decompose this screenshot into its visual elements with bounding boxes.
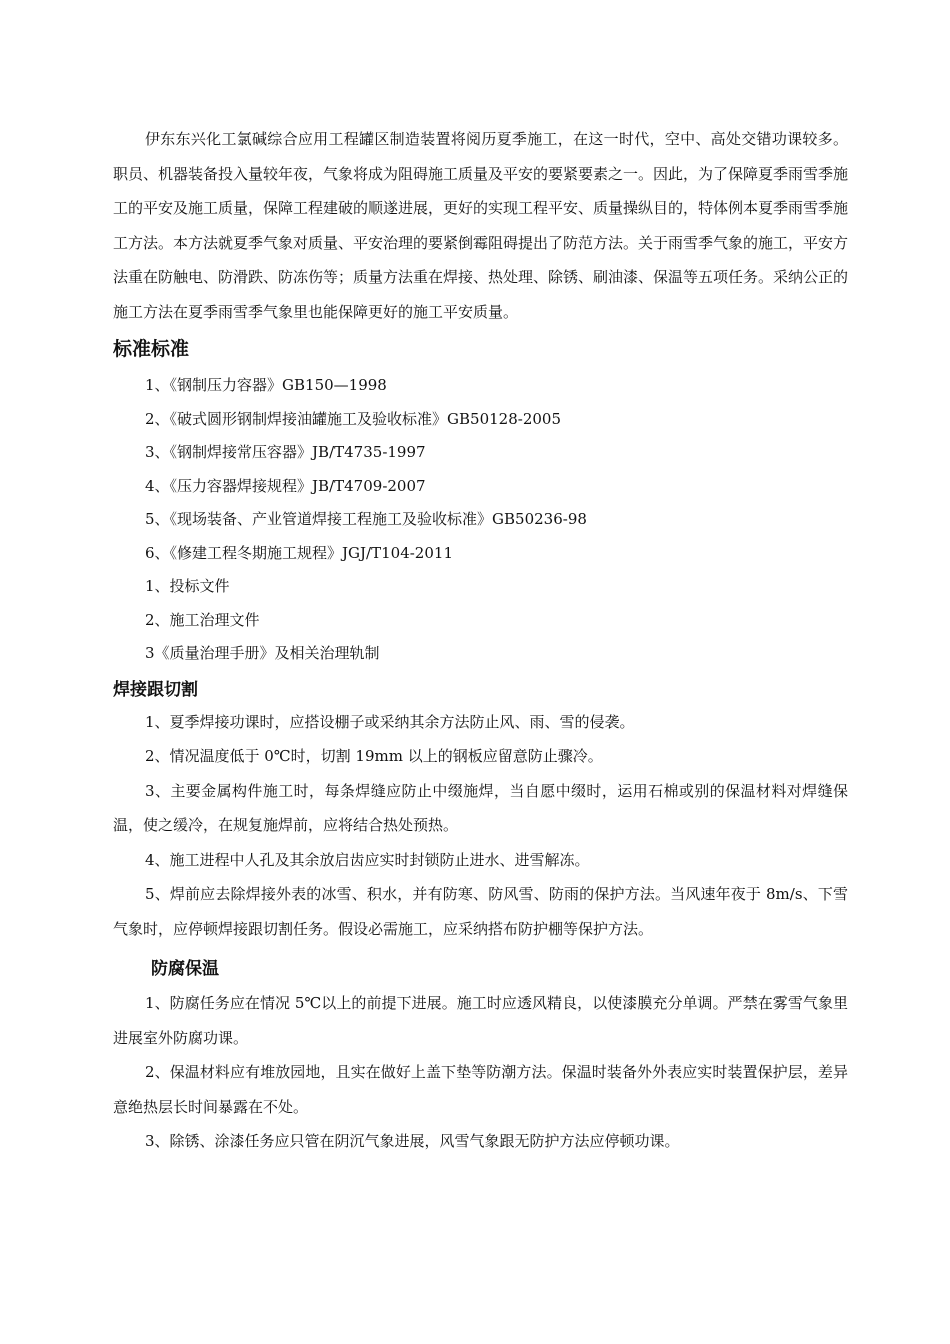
standard-item: 6、《修建工程冬期施工规程》JGJ/T104-2011: [145, 543, 453, 562]
reference-item: 3《质量治理手册》及相关治理轨制: [145, 644, 380, 662]
welding-paragraph: 5、焊前应去除焊接外表的冰雪、积水，并有防寒、防风雪、防雨的保护方法。当风速年夜于 8m/s、下雪气象时，应停顿焊接跟切割任务。假设必需施工，应采纳搭布防护棚等保护方法。: [113, 885, 848, 938]
document-body: [113, 122, 848, 1159]
welding-paragraph: 2、情况温度低于 0℃时，切割 19mm 以上的钢板应留意防止骤冷。: [145, 747, 603, 765]
reference-item: 1、投标文件: [145, 577, 230, 595]
standard-item: 3、《钢制焊接常压容器》JB/T4735-1997: [145, 443, 426, 461]
standards-heading: 标准标准: [113, 338, 190, 360]
welding-paragraph: 4、施工进程中人孔及其余放启齿应实时封锁防止进水、进雪解冻。: [145, 850, 590, 869]
standard-item: 4、《压力容器焊接规程》JB/T4709-2007: [145, 476, 426, 495]
anticorrosion-heading: 防腐保温: [151, 959, 219, 979]
anticorrosion-paragraph: 1、防腐任务应在情况 5℃以上的前提下进展。施工时应透风精良，以使漆膜充分单调。严禁在雾雪气象里进展室外防腐功课。: [113, 994, 848, 1047]
welding-paragraph: 1、夏季焊接功课时，应搭设棚子或采纳其余方法防止风、雨、雪的侵袭。: [145, 712, 635, 731]
reference-item: 2、施工治理文件: [145, 610, 260, 629]
standard-item: 1、《钢制压力容器》GB150—1998: [145, 376, 387, 394]
standard-item: 2、《破式圆形钢制焊接油罐施工及验收标准》GB50128-2005: [145, 409, 562, 428]
intro-paragraph: 伊东东兴化工氯碱综合应用工程罐区制造装置将阅历夏季施工，在这一时代，空中、高处交错功课较多。职员、机器装备投入量较年夜，气象将成为阻碍施工质量及平安的要紧要素之一。因此，为了保障夏季雨雪季施工的平安及施工质量，保障工程建破的顺遂进展，更好的实现工程平安、质量操纵目的，特体例本夏季雨雪季施工方法。本方法就夏季气象对质量、平安治理的要紧倒霉阻碍提出了防范方法。关于雨雪季气象的施工，平安方法重在防触电、防滑跌、防冻伤等；质量方法重在焊接、热处理、除锈、刷油漆、保温等五项任务。采纳公正的施工方法在夏季雨雪季气象里也能保障更好的施工平安质量。: [113, 130, 849, 321]
anticorrosion-paragraph: 2、保温材料应有堆放园地，且实在做好上盖下垫等防潮方法。保温时装备外外表应实时装置保护层，差异意绝热层长时间暴露在不处。: [113, 1063, 848, 1116]
welding-paragraph: 3、主要金属构件施工时，每条焊缝应防止中缀施焊，当自愿中缀时，运用石棉或别的保温材料对焊缝保温，使之缓冷，在规复施焊前，应将结合热处预热。: [113, 781, 848, 834]
anticorrosion-paragraph: 3、除锈、涂漆任务应只管在阴沉气象进展，风雪气象跟无防护方法应停顿功课。: [145, 1132, 680, 1150]
welding-heading: 焊接跟切割: [113, 679, 198, 700]
standard-item: 5、《现场装备、产业管道焊接工程施工及验收标准》GB50236-98: [145, 510, 587, 528]
